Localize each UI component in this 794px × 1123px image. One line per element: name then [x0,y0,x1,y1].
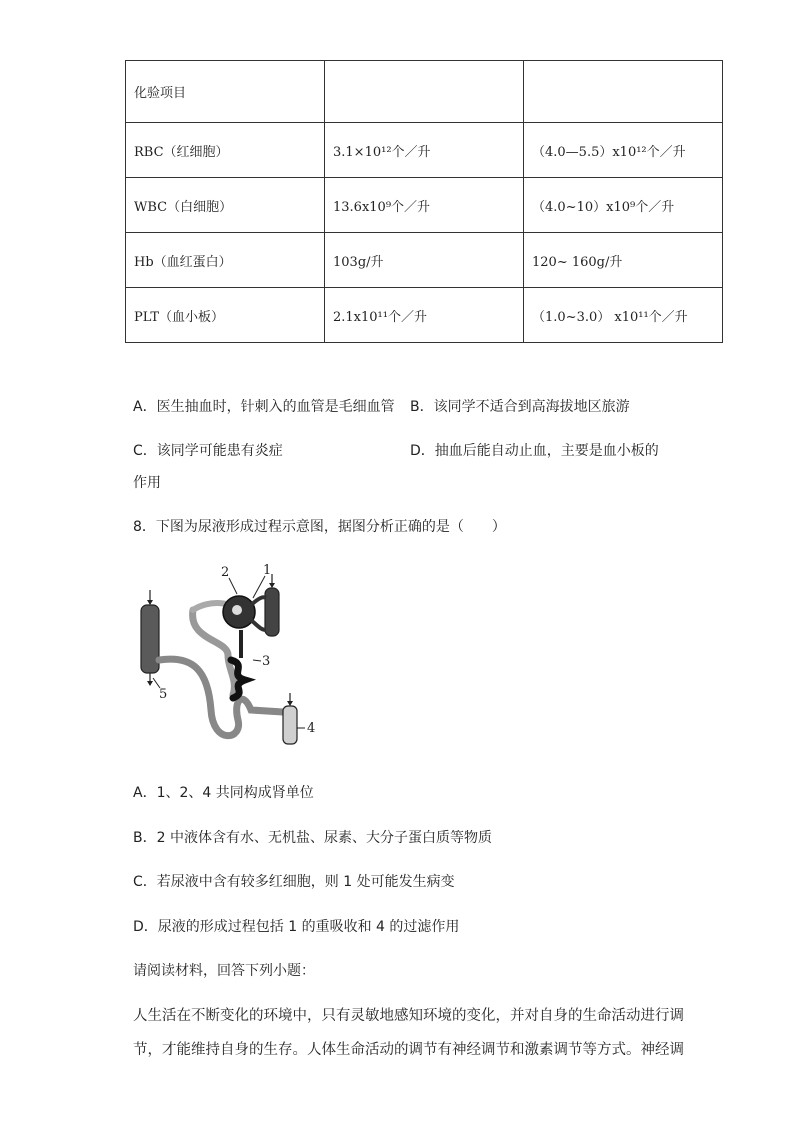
item-cell: RBC（红细胞） [126,123,325,178]
blood-vessel-shape [265,588,279,636]
diagram-label: 1 [263,563,272,578]
q7-option-d-continued: 作用 [133,475,161,491]
item-cell: PLT（血小板） [126,288,325,343]
diagram-label: 4 [307,721,316,736]
diagram-label: 5 [159,687,168,702]
q8-option-a: A．1、2、4 共同构成肾单位 [133,785,314,801]
collecting-duct-shape [141,605,159,673]
q7-option-d: D．抽血后能自动止血，主要是血小板的 [410,443,659,459]
nephron-diagram [133,560,333,750]
table-row [126,178,723,233]
reference-cell: （4.0—5.5）x10¹²个／升 [524,123,723,178]
blood-test-table [125,60,723,343]
diagram-label: 2 [221,565,230,580]
reading-paragraph-line: 节，才能维持自身的生存。人体生命活动的调节有神经调节和激素调节等方式。神经调 [133,1042,684,1058]
q8-stem: 8．下图为尿液形成过程示意图，据图分析正确的是（ ） [133,519,506,535]
header-cell [524,61,723,123]
reference-cell: （1.0~3.0） x10¹¹个／升 [524,288,723,343]
q7-option-a: A．医生抽血时，针刺入的血管是毛细血管 [133,399,395,415]
reference-cell: （4.0~10）x10⁹个／升 [524,178,723,233]
table-row [126,123,723,178]
result-cell: 103g/升 [325,233,524,288]
result-cell: 2.1x10¹¹个／升 [325,288,524,343]
item-cell: Hb（血红蛋白） [126,233,325,288]
item-cell: WBC（白细胞） [126,178,325,233]
result-cell: 3.1×10¹²个／升 [325,123,524,178]
reading-paragraph-line: 人生活在不断变化的环境中，只有灵敏地感知环境的变化，并对自身的生命活动进行调 [133,1008,684,1024]
header-cell [325,61,524,123]
q8-option-b: B．2 中液体含有水、无机盐、尿素、大分子蛋白质等物质 [133,830,492,846]
q7-option-b: B．该同学不适合到高海拔地区旅游 [410,399,630,415]
result-cell: 13.6x10⁹个／升 [325,178,524,233]
table-header-row [126,61,723,123]
q8-option-d: D．尿液的形成过程包括 1 的重吸收和 4 的过滤作用 [133,919,460,935]
diagram-label: 3 [262,654,271,669]
header-cell: 化验项目 [126,61,325,123]
q8-option-c: C．若尿液中含有较多红细胞，则 1 处可能发生病变 [133,874,455,890]
table-row [126,233,723,288]
table-row [126,288,723,343]
reference-cell: 120~ 160g/升 [524,233,723,288]
q7-option-c: C．该同学可能患有炎症 [133,443,283,459]
reading-intro: 请阅读材料，回答下列小题： [133,963,315,979]
renal-tubule-end-shape [283,706,297,744]
